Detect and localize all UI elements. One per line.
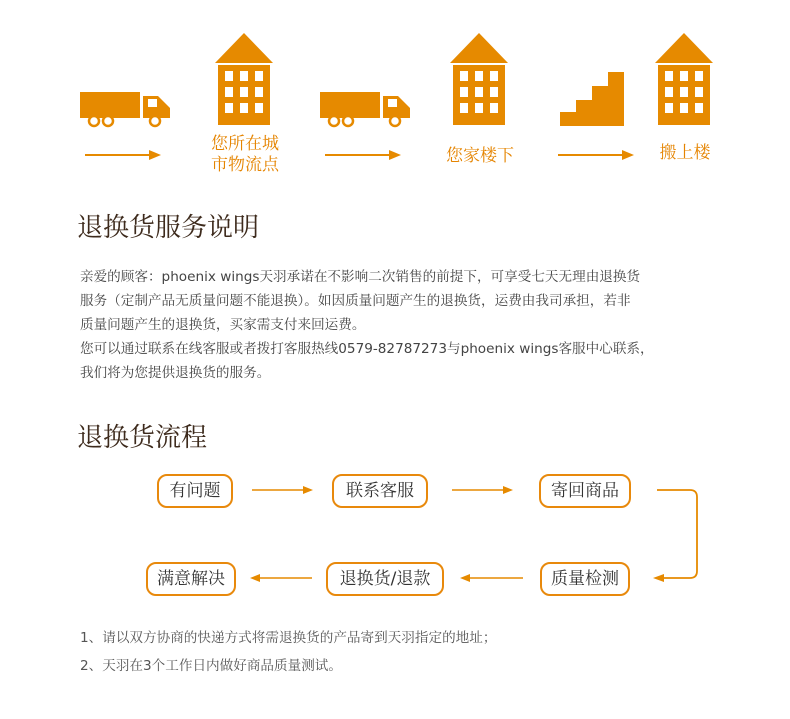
flow-step-problem: 有问题 — [157, 474, 233, 508]
service-description — [80, 265, 770, 385]
step-caption-city: 您所在城 市物流点 — [211, 134, 279, 175]
service-line: 我们将为您提供退换货的服务。 — [80, 365, 271, 381]
flow-step-return-refund: 退换货/退款 — [326, 562, 444, 596]
flow-step-send-back: 寄回商品 — [539, 474, 631, 508]
arrow-right-icon — [325, 148, 401, 162]
truck-icon — [320, 88, 412, 130]
arrow-left-icon — [460, 574, 523, 582]
step-caption-upstairs: 搬上楼 — [659, 143, 711, 163]
stairs-icon — [560, 72, 624, 126]
truck-icon — [80, 88, 172, 130]
note-item: 2、天羽在3个工作日内做好商品质量测试。 — [80, 658, 342, 674]
arrow-right-icon — [452, 486, 513, 494]
building-icon — [450, 33, 508, 125]
flow-step-inspect: 质量检测 — [540, 562, 630, 596]
arrow-right-icon — [558, 148, 634, 162]
notes-list — [80, 624, 496, 680]
service-line: 质量问题产生的退换货，买家需支付来回运费。 — [80, 317, 366, 333]
flow-step-satisfied: 满意解决 — [146, 562, 236, 596]
note-item: 1、请以双方协商的快递方式将需退换货的产品寄到天羽指定的地址； — [80, 630, 497, 646]
service-line: 服务（定制产品无质量问题不能退换）。如因质量问题产生的退换货，运费由我司承担，若非 — [80, 293, 631, 309]
service-line: 您可以通过联系在线客服或者拨打客服热线0579-82787273与phoenix wings客服中心联系， — [80, 341, 654, 357]
step-caption-downstairs: 您家楼下 — [446, 146, 514, 166]
flow-title: 退换货流程 — [77, 423, 208, 453]
flow-step-contact: 联系客服 — [332, 474, 428, 508]
arrow-right-icon — [252, 486, 313, 494]
service-line: 亲爱的顾客：phoenix wings天羽承诺在不影响二次销售的前提下，可享受七天无理由退换货 — [80, 269, 641, 285]
arrow-left-icon — [250, 574, 312, 582]
building-icon — [215, 33, 273, 125]
service-title: 退换货服务说明 — [77, 213, 260, 243]
arrow-right-icon — [85, 148, 161, 162]
building-icon — [655, 33, 713, 125]
